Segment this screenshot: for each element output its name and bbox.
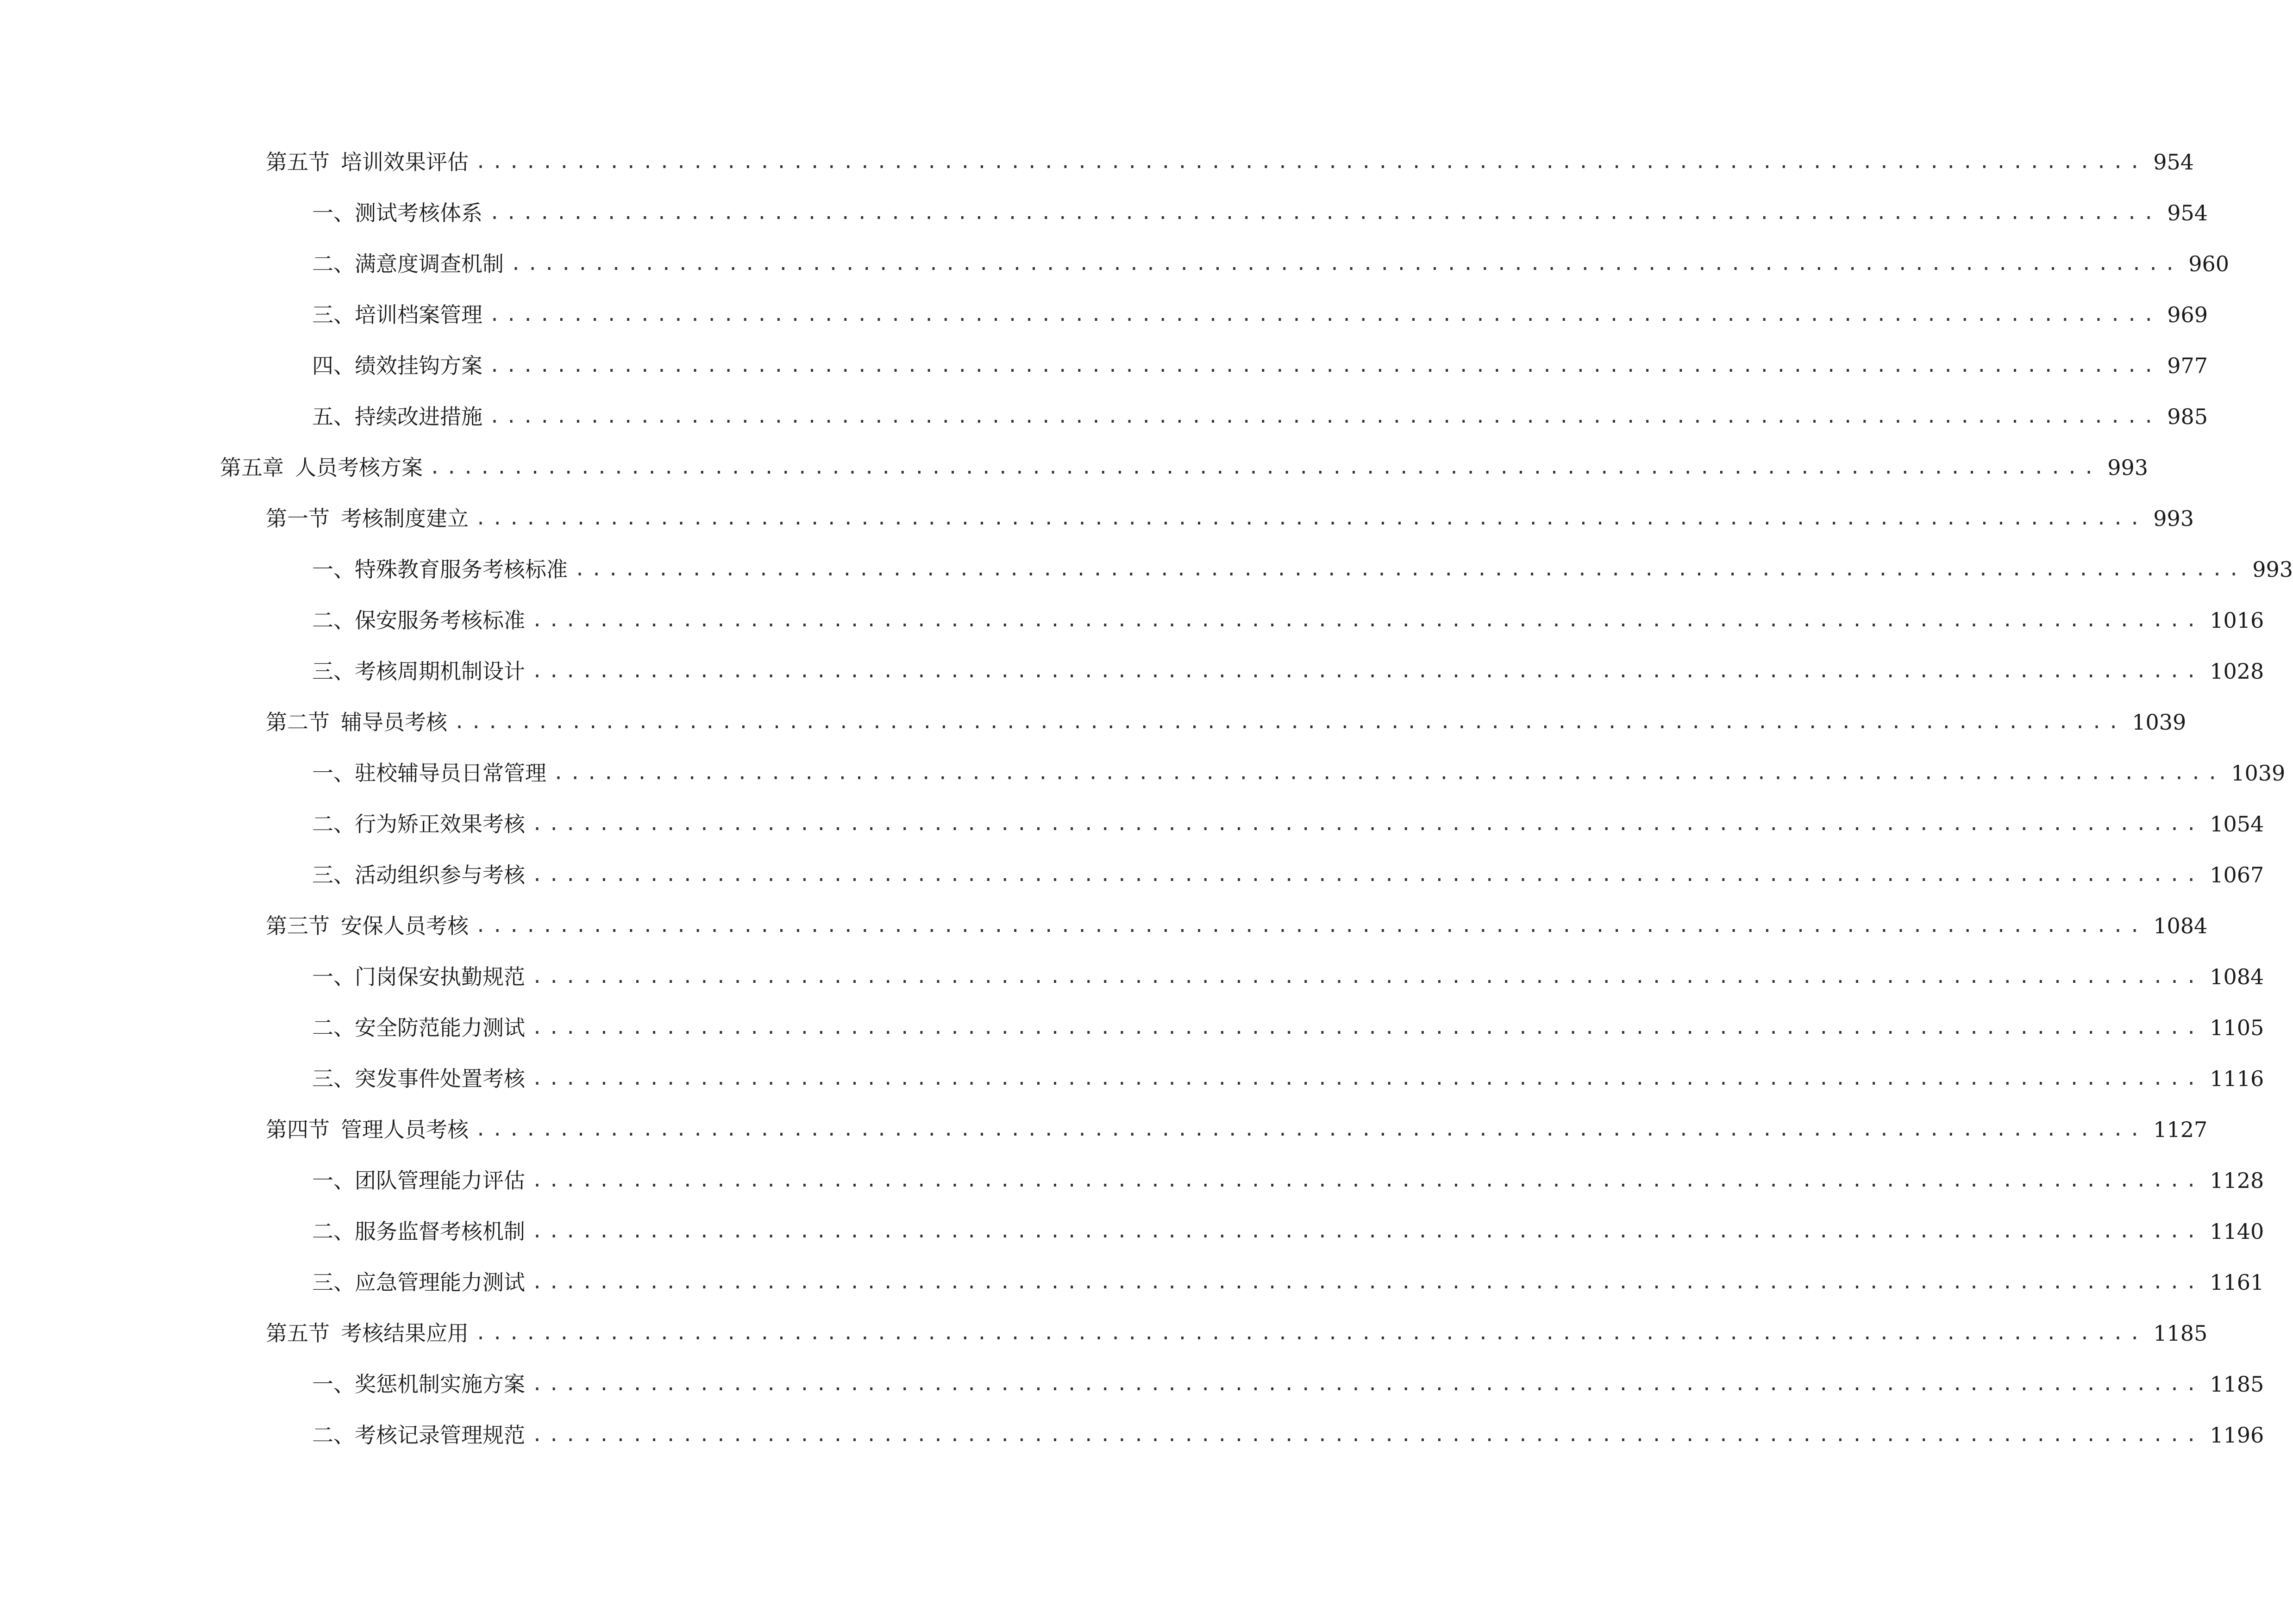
dot-leader: .................................................................................................... bbox=[532, 864, 2203, 886]
toc-entry-title: 考核制度建立 bbox=[341, 506, 469, 531]
toc-entry[interactable] bbox=[312, 755, 2286, 792]
toc-entry-page: 969 bbox=[2167, 302, 2208, 327]
toc-entry-title: 管理人员考核 bbox=[341, 1117, 469, 1142]
toc-entry-page: 1161 bbox=[2210, 1270, 2264, 1295]
toc-entry-page: 1105 bbox=[2210, 1015, 2264, 1040]
toc-entry[interactable] bbox=[312, 806, 2264, 843]
dot-leader: .................................................................................................... bbox=[489, 406, 2160, 427]
toc-entry-page: 1196 bbox=[2210, 1423, 2264, 1448]
toc-entry-title: 应急管理能力测试 bbox=[355, 1270, 525, 1295]
toc-entry-number: 三、 bbox=[312, 1066, 355, 1091]
toc-entry-page: 1128 bbox=[2210, 1168, 2264, 1193]
toc-entry-title: 安保人员考核 bbox=[341, 913, 469, 938]
toc-entry[interactable] bbox=[312, 398, 2208, 435]
toc-entry-page: 1116 bbox=[2210, 1066, 2264, 1091]
toc-entry-number: 三、 bbox=[312, 302, 355, 327]
toc-entry-page: 985 bbox=[2167, 404, 2208, 429]
toc-entry-number: 五、 bbox=[312, 404, 355, 429]
toc-entry-page: 954 bbox=[2167, 200, 2208, 225]
toc-entry-number: 二、 bbox=[312, 1423, 355, 1448]
toc-entry-title: 考核周期机制设计 bbox=[355, 659, 525, 684]
dot-leader: .................................................................................................... bbox=[475, 1119, 2146, 1140]
toc-entry-title: 培训效果评估 bbox=[341, 150, 469, 175]
toc-entry-number: 一、 bbox=[312, 1168, 355, 1193]
toc-entry-title: 活动组织参与考核 bbox=[355, 862, 525, 887]
dot-leader: .................................................................................................... bbox=[532, 1068, 2203, 1089]
toc-entry-number: 一、 bbox=[312, 761, 355, 786]
toc-entry-page: 993 bbox=[2107, 455, 2149, 480]
dot-leader: .................................................................................................... bbox=[510, 253, 2181, 275]
toc-entry[interactable] bbox=[266, 500, 2194, 537]
toc-entry-page: 1039 bbox=[2231, 761, 2286, 786]
toc-entry-title: 辅导员考核 bbox=[341, 710, 447, 735]
dot-leader: .................................................................................................... bbox=[475, 151, 2146, 173]
dot-leader: .................................................................................................... bbox=[475, 915, 2146, 937]
dot-leader: .................................................................................................... bbox=[489, 304, 2160, 325]
dot-leader: .................................................................................................... bbox=[489, 355, 2160, 376]
toc-entry-number: 第五章 bbox=[220, 455, 284, 480]
dot-leader: .................................................................................................... bbox=[532, 813, 2203, 835]
toc-entry[interactable] bbox=[312, 551, 2293, 588]
toc-entry-page: 1084 bbox=[2210, 964, 2264, 989]
toc-entry-title: 安全防范能力测试 bbox=[355, 1015, 525, 1040]
toc-entry-title: 特殊教育服务考核标准 bbox=[355, 557, 568, 582]
toc-entry-page: 1185 bbox=[2210, 1372, 2264, 1397]
toc-entry[interactable] bbox=[312, 194, 2208, 231]
toc-entry-number: 第三节 bbox=[266, 913, 330, 938]
toc-entry[interactable] bbox=[312, 1213, 2264, 1250]
toc-entry-page: 1140 bbox=[2210, 1219, 2264, 1244]
toc-entry-title: 行为矫正效果考核 bbox=[355, 812, 525, 837]
toc-entry-number: 二、 bbox=[312, 251, 355, 276]
toc-entry-title: 门岗保安执勤规范 bbox=[355, 964, 525, 989]
toc-entry-title: 保安服务考核标准 bbox=[355, 608, 525, 633]
toc-entry[interactable] bbox=[312, 1162, 2264, 1199]
toc-entry-number: 第二节 bbox=[266, 710, 330, 735]
dot-leader: .................................................................................................... bbox=[532, 1374, 2203, 1395]
toc-entry-title: 人员考核方案 bbox=[295, 455, 423, 480]
dot-leader: .................................................................................................... bbox=[532, 1221, 2203, 1242]
dot-leader: .................................................................................................... bbox=[532, 1424, 2203, 1446]
toc-entry-page: 1054 bbox=[2210, 812, 2264, 837]
toc-entry-title: 持续改进措施 bbox=[355, 404, 482, 429]
toc-entry-page: 1127 bbox=[2153, 1117, 2208, 1142]
toc-entry-title: 团队管理能力评估 bbox=[355, 1168, 525, 1193]
toc-entry[interactable] bbox=[312, 347, 2208, 384]
dot-leader: .................................................................................................... bbox=[532, 966, 2203, 987]
dot-leader: .................................................................................................... bbox=[532, 1017, 2203, 1038]
toc-entry-page: 954 bbox=[2153, 150, 2194, 175]
toc-entry-number: 第一节 bbox=[266, 506, 330, 531]
dot-leader: .................................................................................................... bbox=[532, 661, 2203, 682]
dot-leader: .................................................................................................... bbox=[532, 1272, 2203, 1293]
toc-entry-title: 奖惩机制实施方案 bbox=[355, 1372, 525, 1397]
toc-entry-page: 1067 bbox=[2210, 862, 2264, 887]
toc-entry-number: 一、 bbox=[312, 964, 355, 989]
toc-entry-page: 1016 bbox=[2210, 608, 2264, 633]
dot-leader: .................................................................................................... bbox=[532, 1170, 2203, 1191]
toc-entry[interactable] bbox=[220, 449, 2149, 486]
toc-entry-page: 1028 bbox=[2210, 659, 2264, 684]
toc-entry[interactable] bbox=[266, 1315, 2208, 1352]
toc-entry-title: 测试考核体系 bbox=[355, 200, 482, 225]
dot-leader: .................................................................................................... bbox=[475, 1323, 2146, 1344]
toc-entry[interactable] bbox=[312, 1417, 2264, 1454]
dot-leader: .................................................................................................... bbox=[489, 202, 2160, 224]
toc-entry[interactable] bbox=[312, 856, 2264, 893]
toc-entry-page: 960 bbox=[2188, 251, 2230, 276]
toc-entry-page: 977 bbox=[2167, 353, 2208, 378]
dot-leader: .................................................................................................... bbox=[454, 712, 2125, 733]
toc-entry[interactable] bbox=[312, 958, 2264, 995]
dot-leader: .................................................................................................... bbox=[553, 762, 2224, 784]
toc-entry-title: 突发事件处置考核 bbox=[355, 1066, 525, 1091]
toc-entry-number: 四、 bbox=[312, 353, 355, 378]
toc-entry[interactable] bbox=[266, 144, 2194, 181]
toc-entry[interactable] bbox=[312, 1366, 2264, 1403]
toc-entry-number: 一、 bbox=[312, 200, 355, 225]
toc-entry-number: 第四节 bbox=[266, 1117, 330, 1142]
toc-entry[interactable] bbox=[312, 1009, 2264, 1046]
toc-entry-title: 驻校辅导员日常管理 bbox=[355, 761, 546, 786]
toc-entry-title: 培训档案管理 bbox=[355, 302, 482, 327]
toc-entry-page: 993 bbox=[2252, 557, 2293, 582]
dot-leader: .................................................................................................... bbox=[475, 508, 2146, 529]
toc-entry-number: 二、 bbox=[312, 812, 355, 837]
toc-entry-page: 1039 bbox=[2132, 710, 2186, 735]
toc-entry[interactable] bbox=[266, 907, 2208, 944]
toc-entry-number: 二、 bbox=[312, 1015, 355, 1040]
toc-entry-title: 考核结果应用 bbox=[341, 1321, 469, 1346]
toc-entry[interactable] bbox=[266, 1111, 2208, 1148]
toc-entry[interactable] bbox=[312, 1060, 2264, 1097]
toc-entry[interactable] bbox=[312, 1264, 2264, 1301]
toc-entry[interactable] bbox=[312, 296, 2208, 333]
toc-entry-title: 绩效挂钩方案 bbox=[355, 353, 482, 378]
dot-leader: .................................................................................................... bbox=[532, 610, 2203, 631]
toc-entry-number: 第五节 bbox=[266, 150, 330, 175]
toc-entry-title: 服务监督考核机制 bbox=[355, 1219, 525, 1244]
toc-entry-number: 二、 bbox=[312, 608, 355, 633]
toc-entry[interactable] bbox=[312, 245, 2230, 282]
toc-entry-page: 1185 bbox=[2153, 1321, 2208, 1346]
toc-entry-number: 二、 bbox=[312, 1219, 355, 1244]
toc-entry-page: 1084 bbox=[2153, 913, 2208, 938]
toc-entry[interactable] bbox=[312, 602, 2264, 639]
toc-entry-title: 满意度调查机制 bbox=[355, 251, 504, 276]
toc-entry[interactable] bbox=[312, 653, 2264, 690]
toc-entry-number: 一、 bbox=[312, 557, 355, 582]
toc-entry-number: 第五节 bbox=[266, 1321, 330, 1346]
toc-entry-page: 993 bbox=[2153, 506, 2194, 531]
toc-entry-title: 考核记录管理规范 bbox=[355, 1423, 525, 1448]
dot-leader: .................................................................................................... bbox=[574, 559, 2245, 580]
dot-leader: .................................................................................................... bbox=[429, 457, 2100, 478]
toc-entry-number: 三、 bbox=[312, 659, 355, 684]
toc-entry-number: 一、 bbox=[312, 1372, 355, 1397]
toc-entry-number: 三、 bbox=[312, 1270, 355, 1295]
toc-entry[interactable] bbox=[266, 704, 2186, 741]
toc-entry-number: 三、 bbox=[312, 862, 355, 887]
